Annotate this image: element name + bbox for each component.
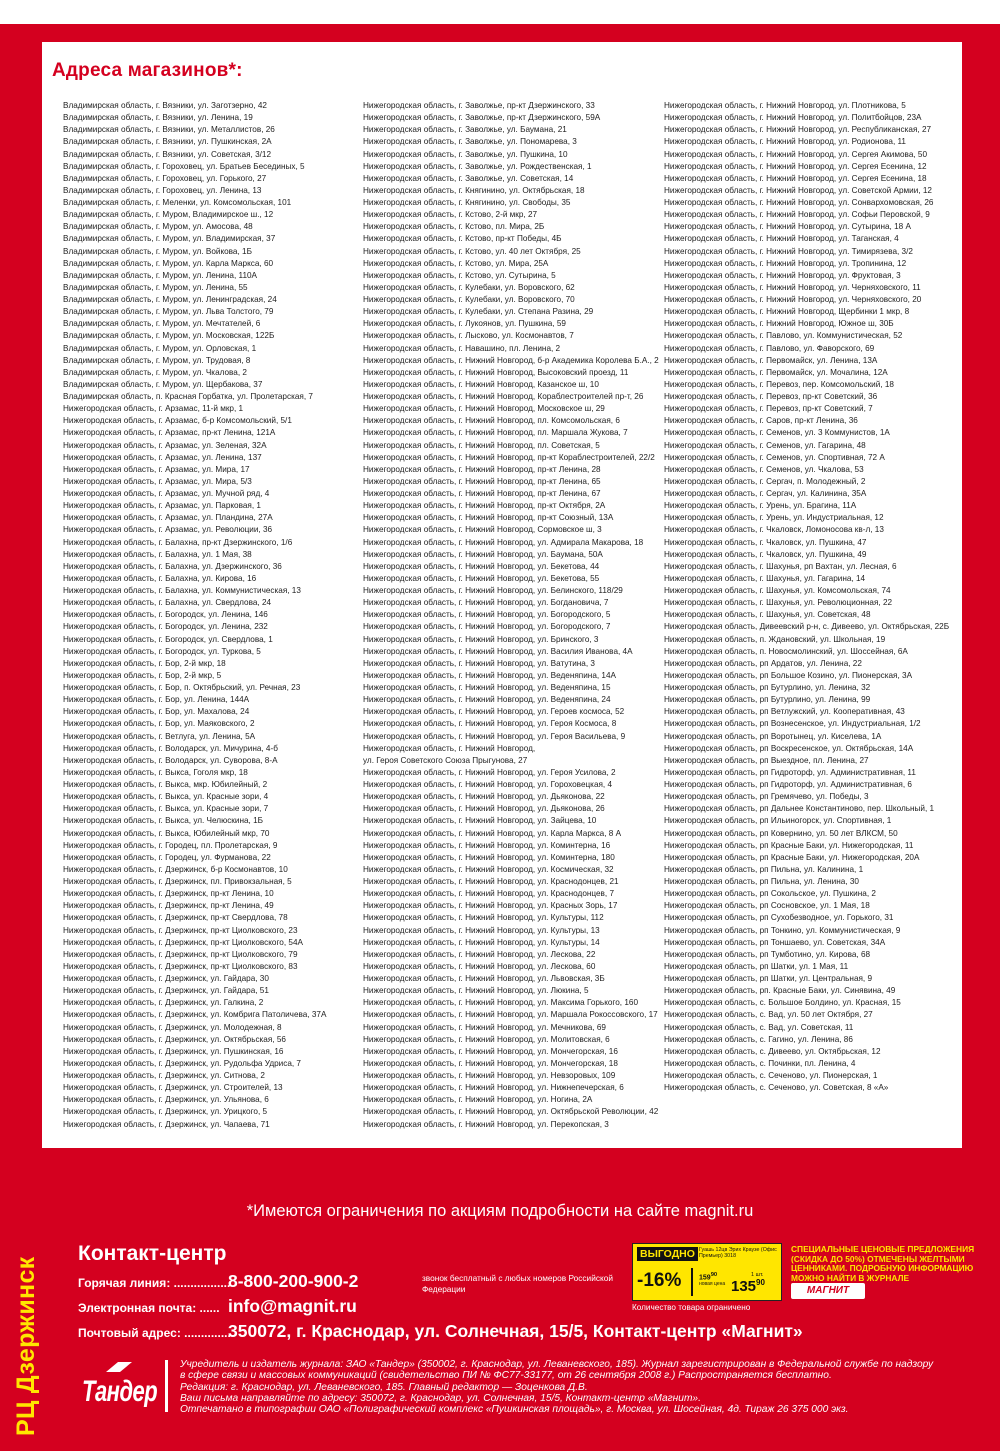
store-address: Нижегородская область, г. Сергач, п. Молодежный, 2 bbox=[664, 476, 866, 486]
store-address: Нижегородская область, п. Новосмолинский, ул. Шоссейная, 6А bbox=[664, 646, 908, 656]
store-address: Нижегородская область, г. Дзержинск, ул. Ульянова, 6 bbox=[63, 1095, 269, 1105]
email-label: Электронная почта: ...... bbox=[78, 1301, 220, 1315]
store-address: Нижегородская область, г. Нижний Новгород, ул. Максима Горького, 160 bbox=[363, 998, 638, 1008]
store-address: Нижегородская область, г. Дзержинск, пр-кт Свердлова, 78 bbox=[63, 913, 288, 923]
store-address: Нижегородская область, г. Нижний Новгород, пр-кт Ленина, 67 bbox=[363, 489, 601, 498]
promo-discount: -16% bbox=[637, 1270, 682, 1291]
store-address: Нижегородская область, г. Городец, ул. Фурманова, 22 bbox=[63, 852, 271, 862]
store-address: Владимирская область, г. Муром, ул. Льва Толстого, 79 bbox=[63, 307, 274, 317]
store-address: Нижегородская область, г. Арзамас, ул. Мира, 5/3 bbox=[63, 476, 252, 486]
store-address: Нижегородская область, г. Заволжье, ул. Советская, 14 bbox=[363, 173, 574, 183]
store-address: Нижегородская область, г. Лысково, ул. Космонавтов, 7 bbox=[363, 331, 574, 341]
store-address: Владимирская область, г. Вязники, ул. Металлистов, 26 bbox=[63, 125, 275, 135]
store-address: Нижегородская область, г. Заволжье, ул. Рождественская, 1 bbox=[363, 161, 592, 171]
hotline-row bbox=[78, 1271, 358, 1292]
store-address: Нижегородская область, г. Балахна, ул. Дзержинского, 36 bbox=[63, 561, 282, 571]
store-address: Нижегородская область, г. Шахунья, ул. Комсомольская, 74 bbox=[664, 586, 891, 595]
store-address: Нижегородская область, рп Ильиногорск, ул. Спортивная, 1 bbox=[664, 816, 892, 826]
store-address: Нижегородская область, г. Нижний Новгород, ул. Баумана, 50А bbox=[363, 549, 603, 559]
store-address: Нижегородская область, г. Нижний Новгород, ул. Богородского, 5 bbox=[363, 610, 611, 620]
store-address: Нижегородская область, г. Дзержинск, ул. Пушкинская, 16 bbox=[63, 1046, 284, 1056]
store-address: Нижегородская область, г. Балахна, пр-кт Дзержинского, 1/6 bbox=[63, 537, 293, 547]
store-address: Нижегородская область, г. Кстово, ул. Мира, 25А bbox=[363, 258, 549, 268]
store-address: Нижегородская область, г. Нижний Новгород, ул. Культуры, 14 bbox=[363, 937, 600, 947]
store-address: Нижегородская область, г. Нижний Новгород, пр-кт Союзный, 13А bbox=[363, 513, 614, 523]
store-address: Нижегородская область, г. Нижний Новгород, ул. Культуры, 13 bbox=[363, 925, 600, 935]
store-address: Нижегородская область, г. Арзамас, пр-кт Ленина, 121А bbox=[63, 428, 276, 438]
store-address: Нижегородская область, г. Нижний Новгород, ул. Львовская, 3Б bbox=[363, 974, 605, 983]
tander-logo bbox=[80, 1360, 158, 1412]
store-address: Нижегородская область, г. Нижний Новгород, ул. Веденяпина, 15 bbox=[363, 683, 611, 692]
store-address: Нижегородская область, г. Урень, ул. Брагина, 11А bbox=[664, 501, 857, 511]
store-address: Нижегородская область, г. Нижний Новгород, ул. Коминтерна, 180 bbox=[363, 852, 615, 862]
promo-divider bbox=[691, 1268, 693, 1296]
store-address: Нижегородская область, г. Нижний Новгород, ул. Тимирязева, 3/2 bbox=[664, 246, 913, 256]
store-address: Нижегородская область, г. Нижний Новгород, ул. Ногина, 2А bbox=[363, 1095, 593, 1105]
address-column-3 bbox=[664, 100, 964, 1094]
store-address: Нижегородская область, г. Нижний Новгород, ул. Богородского, 7 bbox=[363, 622, 611, 632]
store-address: Нижегородская область, г. Дзержинск, пр-кт Циолковского, 79 bbox=[63, 949, 298, 959]
page-title: Адреса магазинов*: bbox=[52, 60, 243, 81]
store-address: Нижегородская область, г. Нижний Новгород, ул. Бекетова, 44 bbox=[363, 561, 600, 571]
promo-new-price bbox=[731, 1278, 765, 1295]
promo-quantity: 1 шт. bbox=[751, 1272, 764, 1278]
store-address: Нижегородская область, г. Нижний Новгород, ул. Василия Иванова, 4А bbox=[363, 646, 633, 656]
store-address: Нижегородская область, рп Красные Баки, ул. Нижегородская, 20А bbox=[664, 852, 920, 862]
store-address: Нижегородская область, г. Кстово, 2-й мкр, 27 bbox=[363, 210, 538, 220]
promo-old-price bbox=[699, 1272, 717, 1281]
store-address: Нижегородская область, г. Дзержинск, ул. Галкина, 2 bbox=[63, 998, 264, 1008]
store-address: Нижегородская область, г. Урень, ул. Индустриальная, 12 bbox=[664, 513, 884, 523]
store-address: Владимирская область, г. Муром, ул. Карла Маркса, 60 bbox=[63, 258, 274, 268]
store-address: Нижегородская область, рп Гремячево, ул. Победы, 3 bbox=[664, 792, 869, 802]
store-address: Нижегородская область, г. Дзержинск, пл. Привокзальная, 5 bbox=[63, 877, 292, 886]
store-address: Нижегородская область, г. Арзамас, ул. Мучной ряд, 4 bbox=[63, 489, 270, 498]
store-address: Владимирская область, г. Вязники, ул. Советская, 3/12 bbox=[63, 149, 272, 159]
store-address: Нижегородская область, г. Дзержинск, ул. Октябрьская, 56 bbox=[63, 1034, 286, 1044]
store-address: Владимирская область, г. Гороховец, ул. Братьев Бесединых, 5 bbox=[63, 161, 305, 171]
store-address: Нижегородская область, рп Красные Баки, ул. Нижегородская, 11 bbox=[664, 840, 914, 850]
store-address: Нижегородская область, г. Нижний Новгород, ул. Красных Зорь, 17 bbox=[363, 901, 618, 911]
store-address: Нижегородская область, г. Заволжье, пр-кт Дзержинского, 59А bbox=[363, 113, 601, 123]
store-address: Владимирская область, г. Муром, ул. Щербакова, 37 bbox=[63, 379, 263, 389]
store-address: Нижегородская область, г. Нижний Новгород, ул. Молитовская, 6 bbox=[363, 1034, 610, 1044]
email-row bbox=[78, 1296, 357, 1317]
store-address: Нижегородская область, г. Арзамас, ул. Зеленая, 32А bbox=[63, 440, 267, 450]
promo-old-price-rub: 159 bbox=[699, 1274, 711, 1282]
store-address: Владимирская область, г. Вязники, ул. Пушкинская, 2А bbox=[63, 137, 272, 147]
store-address: Нижегородская область, г. Балахна, ул. Свердлова, 24 bbox=[63, 598, 272, 608]
store-address: Нижегородская область, г. Дзержинск, ул. Молодежная, 8 bbox=[63, 1022, 282, 1032]
store-address: Нижегородская область, г. Дзержинск, ул. Урицкого, 5 bbox=[63, 1107, 268, 1117]
store-address: Нижегородская область, г. Перевоз, пер. Комсомольский, 18 bbox=[664, 379, 894, 389]
store-address: Нижегородская область, г. Шахунья, ул. Советская, 48 bbox=[664, 610, 871, 620]
store-address: Нижегородская область, г. Нижний Новгород, пр-кт Ленина, 65 bbox=[363, 476, 601, 486]
postal-row bbox=[78, 1321, 803, 1342]
store-address: Нижегородская область, г. Выкса, ул. Челюскина, 1Б bbox=[63, 816, 264, 826]
store-address: Нижегородская область, г. Нижний Новгород, Казанское ш, 10 bbox=[363, 379, 599, 389]
store-address: Нижегородская область, с. Вад, ул. Советская, 11 bbox=[664, 1022, 854, 1032]
store-address: Нижегородская область, рп Тумботино, ул. Кирова, 68 bbox=[664, 949, 871, 959]
store-address: Нижегородская область, г. Шахунья, ул. Революционная, 22 bbox=[664, 598, 893, 608]
store-address: Нижегородская область, г. Нижний Новгород, ул. Дьяконова, 26 bbox=[363, 804, 605, 814]
store-address: Владимирская область, г. Вязники, ул. Ленина, 19 bbox=[63, 113, 253, 123]
promo-product: Гуашь 12цв Эрих Краузе (Офис Премьер) 3018 bbox=[699, 1247, 777, 1260]
hotline-label: Горячая линия: ................. bbox=[78, 1276, 231, 1290]
store-address: Владимирская область, г. Муром, ул. Орловская, 1 bbox=[63, 343, 257, 353]
store-address: Нижегородская область, г. Дзержинск, б-р Космонавтов, 10 bbox=[63, 864, 288, 874]
store-address: Нижегородская область, г. Бор, ул. Ленина, 144А bbox=[63, 695, 250, 705]
store-address: Нижегородская область, рп Бутурлино, ул. Ленина, 32 bbox=[664, 683, 871, 692]
promo-new-price-kop: 90 bbox=[756, 1278, 765, 1287]
store-address: Нижегородская область, рп Шатки, ул. 1 Мая, 11 bbox=[664, 961, 849, 971]
store-address: Нижегородская область, г. Бор, п. Октябрьский, ул. Речная, 23 bbox=[63, 683, 301, 692]
store-address: Нижегородская область, г. Балахна, ул. 1 Мая, 38 bbox=[63, 549, 252, 559]
store-address: Нижегородская область, рп Дальнее Константиново, пер. Школьный, 1 bbox=[664, 804, 935, 814]
store-address: Нижегородская область, с. Сеченово, ул. Советская, 8 «А» bbox=[664, 1083, 889, 1093]
store-address: Владимирская область, г. Гороховец, ул. Ленина, 13 bbox=[63, 185, 262, 195]
store-address: Нижегородская область, г. Нижний Новгород, ул. Софьи Перовской, 9 bbox=[664, 210, 930, 220]
logo-divider bbox=[165, 1360, 168, 1412]
store-address: Нижегородская область, г. Княгинино, ул. Октябрьская, 18 bbox=[363, 185, 585, 195]
store-address: Владимирская область, п. Красная Горбатка, ул. Пролетарская, 7 bbox=[63, 392, 313, 401]
store-address: Нижегородская область, г. Богородск, ул. Туркова, 5 bbox=[63, 646, 261, 656]
imprint-line: Ваш письма направляйте по адресу: 350072, г. Краснодар, ул. Солнечная, 15/5, Контакт-центр «Магнит». bbox=[180, 1392, 701, 1404]
store-address: Нижегородская область, г. Бор, 2-й мкр, 18 bbox=[63, 658, 226, 668]
promo-tag: ВЫГОДНО bbox=[637, 1247, 698, 1261]
store-address: Нижегородская область, п. Ждановский, ул. Школьная, 19 bbox=[664, 634, 886, 644]
store-address: Нижегородская область, г. Выкса, Юбилейный мкр, 70 bbox=[63, 828, 270, 838]
store-address: Нижегородская область, рп Гидроторф, ул. Административная, 11 bbox=[664, 767, 916, 777]
store-address: Владимирская область, г. Муром, ул. Амосова, 48 bbox=[63, 222, 253, 232]
store-address: Нижегородская область, г. Нижний Новгород, ул. Сергея Есенина, 18 bbox=[664, 173, 927, 183]
store-address: Нижегородская область, г. Семенов, ул. Чкалова, 53 bbox=[664, 464, 864, 474]
store-address: Нижегородская область, рп Пильна, ул. Калинина, 1 bbox=[664, 864, 864, 874]
store-address: Нижегородская область, рп Тонкино, ул. Коммунистическая, 9 bbox=[664, 925, 901, 935]
store-address: Нижегородская область, г. Нижний Новгород, ул. Республиканская, 27 bbox=[664, 125, 932, 135]
imprint-line: Редакция: г. Краснодар, ул. Леваневского, 185. Главный редактор — Зоценкова Д.В. bbox=[180, 1381, 588, 1393]
store-address: Владимирская область, г. Муром, ул. Ленина, 55 bbox=[63, 282, 248, 292]
store-address: Нижегородская область, г. Нижний Новгород, б-р Академика Королева Б.А., 2 bbox=[363, 355, 659, 365]
store-address: Владимирская область, г. Муром, ул. Чкалова, 2 bbox=[63, 367, 247, 377]
store-address: Нижегородская область, рп Бутурлино, ул. Ленина, 99 bbox=[664, 695, 871, 705]
store-address: Нижегородская область, г. Нижний Новгород, пр-кт Ленина, 28 bbox=[363, 464, 601, 474]
store-address: Нижегородская область, г. Кстово, ул. Сутырина, 5 bbox=[363, 270, 556, 280]
store-address: Нижегородская область, рп Ковернино, ул. 50 лет ВЛКСМ, 50 bbox=[664, 828, 898, 838]
store-address: Нижегородская область, г. Арзамас, ул. Мира, 17 bbox=[63, 464, 250, 474]
store-address: Нижегородская область, рп Пильна, ул. Ленина, 30 bbox=[664, 877, 859, 886]
store-address: Нижегородская область, г. Нижний Новгород, ул. Мончегорская, 18 bbox=[363, 1058, 618, 1068]
store-address: Нижегородская область, рп Ардатов, ул. Ленина, 22 bbox=[664, 658, 862, 668]
store-address: Нижегородская область, г. Заволжье, пр-кт Дзержинского, 33 bbox=[363, 101, 595, 110]
store-address: Нижегородская область, г. Нижний Новгород, пл. Маршала Жукова, 7 bbox=[363, 428, 628, 438]
store-address: Нижегородская область, г. Нижний Новгород, ул. Гороховецкая, 4 bbox=[363, 780, 613, 789]
brand-logo: МАГНИТ bbox=[791, 1283, 865, 1299]
store-address: Нижегородская область, г. Богородск, ул. Ленина, 146 bbox=[63, 610, 268, 620]
store-address: Нижегородская область, г. Выкса, мкр. Юбилейный, 2 bbox=[63, 780, 268, 789]
store-address: Нижегородская область, г. Нижний Новгород, ул. Зайцева, 10 bbox=[363, 816, 597, 826]
store-address: Нижегородская область, г. Нижний Новгород, ул. Героев космоса, 52 bbox=[363, 707, 625, 717]
store-address: Нижегородская область, г. Нижний Новгород, ул. Плотникова, 5 bbox=[664, 101, 906, 110]
store-address: Нижегородская область, г. Нижний Новгород, пл. Комсомольская, 6 bbox=[363, 416, 620, 426]
store-address: Нижегородская область, г. Нижний Новгород, Московское ш, 29 bbox=[363, 404, 605, 414]
top-margin bbox=[0, 0, 1000, 24]
store-address: Нижегородская область, г. Заволжье, ул. Баумана, 21 bbox=[363, 125, 567, 135]
store-address: Нижегородская область, с. Гагино, ул. Ленина, 86 bbox=[664, 1034, 853, 1044]
store-address: Владимирская область, г. Муром, Владимирское ш., 12 bbox=[63, 210, 274, 220]
store-address: Нижегородская область, г. Дзержинск, пр-кт Циолковского, 54А bbox=[63, 937, 303, 947]
store-address: Нижегородская область, г. Балахна, ул. Коммунистическая, 13 bbox=[63, 586, 301, 595]
tander-logo-icon bbox=[104, 1360, 134, 1374]
store-address: Нижегородская область, г. Заволжье, ул. Пушкина, 10 bbox=[363, 149, 568, 159]
store-address: Нижегородская область, г. Нижний Новгород, ул. Краснодонцев, 7 bbox=[363, 889, 614, 899]
store-address: Нижегородская область, рп Вознесенское, ул. Индустриальная, 1/2 bbox=[664, 719, 921, 729]
store-address: Нижегородская область, г. Дзержинск, пр-кт Ленина, 10 bbox=[63, 889, 274, 899]
hotline-number[interactable]: 8-800-200-900-2 bbox=[228, 1271, 359, 1291]
store-address: Нижегородская область, г. Нижний Новгород, Кораблестроителей пр-т, 26 bbox=[363, 392, 644, 401]
store-address: Владимирская область, г. Муром, ул. Мечтателей, 6 bbox=[63, 319, 261, 329]
store-address: Нижегородская область, рп Ветлужский, ул. Кооперативная, 43 bbox=[664, 707, 905, 717]
store-address: Нижегородская область, с. Вад, ул. 50 лет Октября, 27 bbox=[664, 1010, 873, 1020]
store-address: Нижегородская область, г. Нижний Новгород, ул. Краснодонцев, 21 bbox=[363, 877, 619, 886]
store-address: Нижегородская область, г. Володарск, ул. Суворова, 8-А bbox=[63, 755, 278, 765]
store-address: Нижегородская область, г. Саров, пр-кт Ленина, 36 bbox=[664, 416, 858, 426]
store-address: Владимирская область, г. Муром, ул. Войкова, 1Б bbox=[63, 246, 252, 256]
store-address: Нижегородская область, г. Нижний Новгород, bbox=[363, 743, 536, 753]
store-address: Владимирская область, г. Муром, ул. Ленинградская, 24 bbox=[63, 295, 277, 304]
store-address: Нижегородская область, г. Павлово, ул. Коммунистическая, 52 bbox=[664, 331, 903, 341]
store-address: Нижегородская область, г. Кстово, ул. 40 лет Октября, 25 bbox=[363, 246, 581, 256]
store-address: Нижегородская область, г. Нижний Новгород, ул. Люкина, 5 bbox=[363, 986, 589, 996]
store-address: Нижегородская область, г. Нижний Новгород, ул. Лескова, 22 bbox=[363, 949, 596, 959]
store-address: Нижегородская область, г. Нижний Новгород, ул. Коминтерна, 16 bbox=[363, 840, 611, 850]
store-address: Нижегородская область, рп Воротынец, ул. Киселева, 1А bbox=[664, 731, 882, 741]
store-address: Нижегородская область, г. Балахна, ул. Кирова, 16 bbox=[63, 573, 257, 583]
store-address: Нижегородская область, г. Нижний Новгород, ул. Нижнепечерская, 6 bbox=[363, 1083, 624, 1093]
store-address: Нижегородская область, г. Выкса, ул. Красные зори, 7 bbox=[63, 804, 269, 814]
promo-old-price-kop: 90 bbox=[710, 1272, 718, 1278]
store-address: Владимирская область, г. Муром, ул. Московская, 122Б bbox=[63, 331, 275, 341]
disclaimer: *Имеются ограничения по акциям подробности на сайте magnit.ru bbox=[246, 1202, 754, 1220]
store-address: Нижегородская область, рп Шатки, ул. Центральная, 9 bbox=[664, 974, 873, 983]
store-address: Нижегородская область, г. Семенов, ул. 3 Коммунистов, 1А bbox=[664, 428, 890, 438]
store-address: Владимирская область, г. Гороховец, ул. Горького, 27 bbox=[63, 173, 267, 183]
store-address: Нижегородская область, г. Чкаловск, Ломоносова кв-л, 13 bbox=[664, 525, 884, 535]
store-address: Нижегородская область, г. Перевоз, пр-кт Советский, 7 bbox=[664, 404, 873, 414]
store-address: Нижегородская область, г. Нижний Новгород, ул. Таганская, 4 bbox=[664, 234, 899, 244]
store-address: Нижегородская область, г. Сергач, ул. Калинина, 35А bbox=[664, 489, 867, 498]
store-address: Нижегородская область, г. Первомайск, ул. Мочалина, 12А bbox=[664, 367, 888, 377]
store-address: Нижегородская область, рп Сухобезводное, ул. Горького, 31 bbox=[664, 913, 894, 923]
store-address: Нижегородская область, г. Чкаловск, ул. Пушкина, 49 bbox=[664, 549, 867, 559]
store-address: Нижегородская область, рп Сосновское, ул. 1 Мая, 18 bbox=[664, 901, 870, 911]
email-link[interactable]: info@magnit.ru bbox=[228, 1296, 357, 1316]
store-address: Нижегородская область, рп Тоншаево, ул. Советская, 34А bbox=[664, 937, 886, 947]
store-address: Нижегородская область, г. Нижний Новгород, ул. Бекетова, 55 bbox=[363, 573, 600, 583]
store-address: Нижегородская область, рп Большое Козино, ул. Пионерская, 3А bbox=[664, 670, 913, 680]
store-address: Нижегородская область, г. Дзержинск, ул. Ситнова, 2 bbox=[63, 1071, 265, 1080]
store-address: Нижегородская область, г. Нижний Новгород, ул. Адмирала Макарова, 18 bbox=[363, 537, 644, 547]
store-address: Нижегородская область, г. Кулебаки, ул. Воровского, 62 bbox=[363, 282, 575, 292]
store-address: Нижегородская область, г. Нижний Новгород, Щербинки 1 мкр, 8 bbox=[664, 307, 910, 317]
store-address: Нижегородская область, г. Богородск, ул. Ленина, 232 bbox=[63, 622, 268, 632]
store-address: Нижегородская область, г. Семенов, ул. Спортивная, 72 А bbox=[664, 452, 885, 462]
store-address: Владимирская область, г. Меленки, ул. Комсомольская, 101 bbox=[63, 198, 292, 207]
imprint bbox=[180, 1359, 980, 1415]
store-address: Нижегородская область, г. Нижний Новгород, ул. Богдановича, 7 bbox=[363, 598, 609, 608]
postal-address: 350072, г. Краснодар, ул. Солнечная, 15/5, Контакт-центр «Магнит» bbox=[228, 1321, 803, 1341]
store-address: Нижегородская область, рп Гидроторф, ул. Административная, 6 bbox=[664, 780, 912, 789]
store-address: Владимирская область, г. Муром, ул. Владимирская, 37 bbox=[63, 234, 276, 244]
store-address: Нижегородская область, г. Нижний Новгород, ул. Сергея Есенина, 12 bbox=[664, 161, 927, 171]
store-address: Нижегородская область, Дивеевский р-н, с. Дивеево, ул. Октябрьская, 22Б bbox=[664, 622, 950, 632]
store-address: Нижегородская область, г. Дзержинск, ул. Строителей, 13 bbox=[63, 1083, 283, 1093]
imprint-line: Учредитель и издатель журнала: ЗАО «Тандер» (350002, г. Краснодар, ул. Леваневского, 185). Журнал зарегистрирован в Федеральной службе по надзору bbox=[180, 1359, 934, 1370]
store-address: Нижегородская область, г. Павлово, ул. Фаворского, 69 bbox=[664, 343, 875, 353]
imprint-line: в сфере связи и массовых коммуникаций (свидетельство ПИ № ФС77-33177, от 26 сентября 2008 г.) Распространяется бесплатно. bbox=[180, 1370, 832, 1382]
store-address: Нижегородская область, г. Дзержинск, ул. Чапаева, 71 bbox=[63, 1119, 270, 1129]
store-address: Нижегородская область, г. Нижний Новгород, ул. Культуры, 112 bbox=[363, 913, 604, 923]
store-address: Нижегородская область, с. Большое Болдино, ул. Красная, 15 bbox=[664, 998, 901, 1008]
store-address: Нижегородская область, г. Лукоянов, ул. Пушкина, 59 bbox=[363, 319, 566, 329]
store-address: Нижегородская область, г. Нижний Новгород, пр-кт Кораблестроителей, 22/2 bbox=[363, 452, 655, 462]
store-address: Нижегородская область, г. Нижний Новгород, ул. Мечникова, 69 bbox=[363, 1022, 606, 1032]
store-address: Нижегородская область, г. Семенов, ул. Гагарина, 48 bbox=[664, 440, 866, 450]
store-address: Нижегородская область, рп. Красные Баки, ул. Синявина, 49 bbox=[664, 986, 896, 996]
store-address: Нижегородская область, г. Кулебаки, ул. Воровского, 70 bbox=[363, 295, 575, 304]
store-address: Нижегородская область, г. Нижний Новгород, ул. Веденяпина, 24 bbox=[363, 695, 611, 705]
store-address: Нижегородская область, г. Нижний Новгород, ул. Героя Усилова, 2 bbox=[363, 767, 616, 777]
store-address: Нижегородская область, г. Бор, 2-й мкр, 5 bbox=[63, 670, 222, 680]
region-label: РЦ Дзержинск bbox=[12, 1256, 40, 1436]
store-address: Нижегородская область, г. Шахунья, ул. Гагарина, 14 bbox=[664, 573, 866, 583]
store-address: Нижегородская область, г. Нижний Новгород, ул. Перекопская, 3 bbox=[363, 1119, 609, 1129]
store-address: Нижегородская область, г. Кстово, пл. Мира, 2Б bbox=[363, 222, 545, 232]
store-address: Нижегородская область, г. Арзамас, ул. Парковая, 1 bbox=[63, 501, 261, 511]
store-address: Нижегородская область, г. Бор, ул. Маяковского, 2 bbox=[63, 719, 255, 729]
store-address: Нижегородская область, г. Чкаловск, ул. Пушкина, 47 bbox=[664, 537, 867, 547]
store-address: Нижегородская область, г. Шахунья, рп Вахтан, ул. Лесная, 6 bbox=[664, 561, 897, 571]
store-address: Нижегородская область, г. Ветлуга, ул. Ленина, 5А bbox=[63, 731, 256, 741]
promo-description: СПЕЦИАЛЬНЫЕ ЦЕНОВЫЕ ПРЕДЛОЖЕНИЯ (СКИДКА ДО 50%) ОТМЕЧЕНЫ ЖЕЛТЫМИ ЦЕННИКАМИ. ПОДРОБНУЮ ИНФОРМАЦИЮ МОЖНО НАЙТИ В ЖУРНАЛЕ bbox=[791, 1244, 975, 1283]
store-address: Нижегородская область, рп Сокольское, ул. Пушкина, 2 bbox=[664, 889, 876, 899]
store-address: Нижегородская область, г. Дзержинск, пр-кт Циолковского, 83 bbox=[63, 961, 298, 971]
promo-new-price-label: новая цена bbox=[699, 1281, 726, 1287]
store-address: Нижегородская область, г. Кстово, пр-кт Победы, 4Б bbox=[363, 234, 562, 244]
store-address: Нижегородская область, г. Нижний Новгород, ул. Ватутина, 3 bbox=[363, 658, 595, 668]
store-address: Нижегородская область, г. Нижний Новгород, ул. Бринского, 3 bbox=[363, 634, 599, 644]
store-address: Нижегородская область, г. Нижний Новгород, ул. Дьяконова, 22 bbox=[363, 792, 605, 802]
store-address: Владимирская область, г. Муром, ул. Трудовая, 8 bbox=[63, 355, 251, 365]
store-address: Нижегородская область, г. Бор, ул. Махалова, 24 bbox=[63, 707, 250, 717]
store-address: Нижегородская область, г. Дзержинск, ул. Комбрига Патоличева, 37А bbox=[63, 1010, 327, 1020]
store-address: Нижегородская область, г. Нижний Новгород, ул. Советской Армии, 12 bbox=[664, 185, 932, 195]
store-address: Нижегородская область, с. Сеченово, ул. Пионерская, 1 bbox=[664, 1071, 878, 1080]
price-tag-example bbox=[632, 1243, 782, 1301]
store-address: Нижегородская область, г. Заволжье, ул. Пономарева, 3 bbox=[363, 137, 577, 147]
store-address: Нижегородская область, г. Нижний Новгород, ул. Черняховского, 11 bbox=[664, 282, 921, 292]
store-address: Нижегородская область, г. Нижний Новгород, ул. Сонвархомовская, 26 bbox=[664, 198, 934, 207]
imprint-line: Отпечатано в типографии ОАО «Полиграфический комплекс «Пушкинская площадь», г. Москва, ул. Шосейная, 4д. Тираж 26 375 000 экз. bbox=[180, 1404, 849, 1416]
store-address: Нижегородская область, г. Нижний Новгород, пл. Советская, 5 bbox=[363, 440, 600, 450]
contact-center-title: Контакт-центр bbox=[78, 1242, 227, 1265]
store-address: Нижегородская область, г. Нижний Новгород, Сормовское ш, 3 bbox=[363, 525, 602, 535]
store-address: Нижегородская область, г. Дзержинск, ул. Гайдара, 30 bbox=[63, 974, 269, 983]
promo-caption: Количество товара ограничено bbox=[632, 1303, 751, 1312]
store-address: Нижегородская область, г. Арзамас, ул. Ленина, 137 bbox=[63, 452, 262, 462]
store-address: Нижегородская область, г. Нижний Новгород, ул. Фруктовая, 3 bbox=[664, 270, 901, 280]
store-address: Нижегородская область, с. Дивеево, ул. Октябрьская, 12 bbox=[664, 1046, 881, 1056]
store-address: Нижегородская область, г. Арзамас, ул. Революции, 36 bbox=[63, 525, 273, 535]
store-address: Нижегородская область, г. Выкса, ул. Красные зори, 4 bbox=[63, 792, 269, 802]
store-address: Нижегородская область, г. Нижний Новгород, ул. Героя Космоса, 8 bbox=[363, 719, 617, 729]
store-address: Нижегородская область, г. Володарск, ул. Мичурина, 4-б bbox=[63, 743, 278, 753]
address-column-2 bbox=[363, 100, 663, 1131]
store-address: Нижегородская область, г. Богородск, ул. Свердлова, 1 bbox=[63, 634, 273, 644]
store-address: Нижегородская область, рп Воскресенское, ул. Октябрьская, 14А bbox=[664, 743, 914, 753]
store-address: Нижегородская область, г. Выкса, Гоголя мкр, 18 bbox=[63, 767, 248, 777]
store-address: Нижегородская область, г. Нижний Новгород, ул. Белинского, 118/29 bbox=[363, 586, 623, 595]
store-address: Нижегородская область, г. Дзержинск, пр-кт Циолковского, 23 bbox=[63, 925, 298, 935]
store-address: Нижегородская область, г. Княгинино, ул. Свободы, 35 bbox=[363, 198, 571, 207]
store-address: Нижегородская область, рп Выездное, пл. Ленина, 27 bbox=[664, 755, 869, 765]
store-address: Нижегородская область, г. Навашино, пл. Ленина, 2 bbox=[363, 343, 561, 353]
store-address: Нижегородская область, г. Нижний Новгород, ул. Мончегорская, 16 bbox=[363, 1046, 618, 1056]
store-address: Нижегородская область, г. Нижний Новгород, ул. Маршала Рокоссовского, 17 bbox=[363, 1010, 658, 1020]
promo-new-price-rub: 135 bbox=[731, 1278, 757, 1295]
store-address: Нижегородская область, г. Нижний Новгород, ул. Политбойцов, 23А bbox=[664, 113, 922, 123]
store-address: Нижегородская область, г. Дзержинск, ул. Рудольфа Удриса, 7 bbox=[63, 1058, 301, 1068]
store-address: Нижегородская область, г. Нижний Новгород, ул. Тропинина, 12 bbox=[664, 258, 907, 268]
store-address: Нижегородская область, г. Нижний Новгород, пр-кт Октября, 2А bbox=[363, 501, 606, 511]
store-address: Нижегородская область, г. Нижний Новгород, ул. Веденяпина, 14А bbox=[363, 670, 616, 680]
tander-logo-text: Тандер bbox=[82, 1374, 158, 1408]
store-address: Нижегородская область, г. Нижний Новгород, Южное ш, 30Б bbox=[664, 319, 894, 329]
store-address: Нижегородская область, г. Нижний Новгород, ул. Героя Васильева, 9 bbox=[363, 731, 626, 741]
store-address: Нижегородская область, г. Арзамас, б-р Комсомольский, 5/1 bbox=[63, 416, 292, 426]
store-address: Нижегородская область, г. Нижний Новгород, ул. Лескова, 60 bbox=[363, 961, 596, 971]
store-address: Нижегородская область, г. Нижний Новгород, ул. Сутырина, 18 А bbox=[664, 222, 911, 232]
hotline-note: звонок бесплатный с любых номеров Российской Федерации bbox=[422, 1273, 613, 1294]
store-address: Нижегородская область, г. Нижний Новгород, Высоковский проезд, 11 bbox=[363, 367, 629, 377]
store-address: ул. Героя Советского Союза Прыгунова, 27 bbox=[363, 755, 528, 765]
store-address: Нижегородская область, г. Арзамас, ул. Пландина, 27А bbox=[63, 513, 273, 523]
address-column-1 bbox=[63, 100, 363, 1131]
store-address: Нижегородская область, г. Нижний Новгород, ул. Черняховского, 20 bbox=[664, 295, 922, 304]
store-address: Нижегородская область, с. Починки, пл. Ленина, 4 bbox=[664, 1058, 856, 1068]
store-address: Нижегородская область, г. Арзамас, 11-й мкр, 1 bbox=[63, 404, 244, 414]
store-address: Нижегородская область, г. Первомайск, ул. Ленина, 13А bbox=[664, 355, 878, 365]
store-address: Нижегородская область, г. Нижний Новгород, ул. Октябрьской Революции, 42 bbox=[363, 1107, 659, 1117]
store-address: Нижегородская область, г. Городец, пл. Пролетарская, 9 bbox=[63, 840, 278, 850]
store-address: Нижегородская область, г. Перевоз, пр-кт Советский, 36 bbox=[664, 392, 878, 401]
store-address: Владимирская область, г. Муром, ул. Ленина, 110А bbox=[63, 270, 258, 280]
postal-label: Почтовый адрес: .............. bbox=[78, 1326, 231, 1340]
store-address: Нижегородская область, г. Нижний Новгород, ул. Космическая, 32 bbox=[363, 864, 614, 874]
store-address: Владимирская область, г. Вязники, ул. Заготзерно, 42 bbox=[63, 101, 267, 110]
store-address: Нижегородская область, г. Дзержинск, ул. Гайдара, 51 bbox=[63, 986, 269, 996]
store-address: Нижегородская область, г. Нижний Новгород, ул. Родионова, 11 bbox=[664, 137, 906, 147]
store-address: Нижегородская область, г. Нижний Новгород, ул. Сергея Акимова, 50 bbox=[664, 149, 928, 159]
store-address: Нижегородская область, г. Нижний Новгород, ул. Невзоровых, 109 bbox=[363, 1071, 616, 1080]
store-address: Нижегородская область, г. Дзержинск, пр-кт Ленина, 49 bbox=[63, 901, 274, 911]
store-address: Нижегородская область, г. Нижний Новгород, ул. Карла Маркса, 8 А bbox=[363, 828, 622, 838]
store-address: Нижегородская область, г. Кулебаки, ул. Степана Разина, 29 bbox=[363, 307, 594, 317]
